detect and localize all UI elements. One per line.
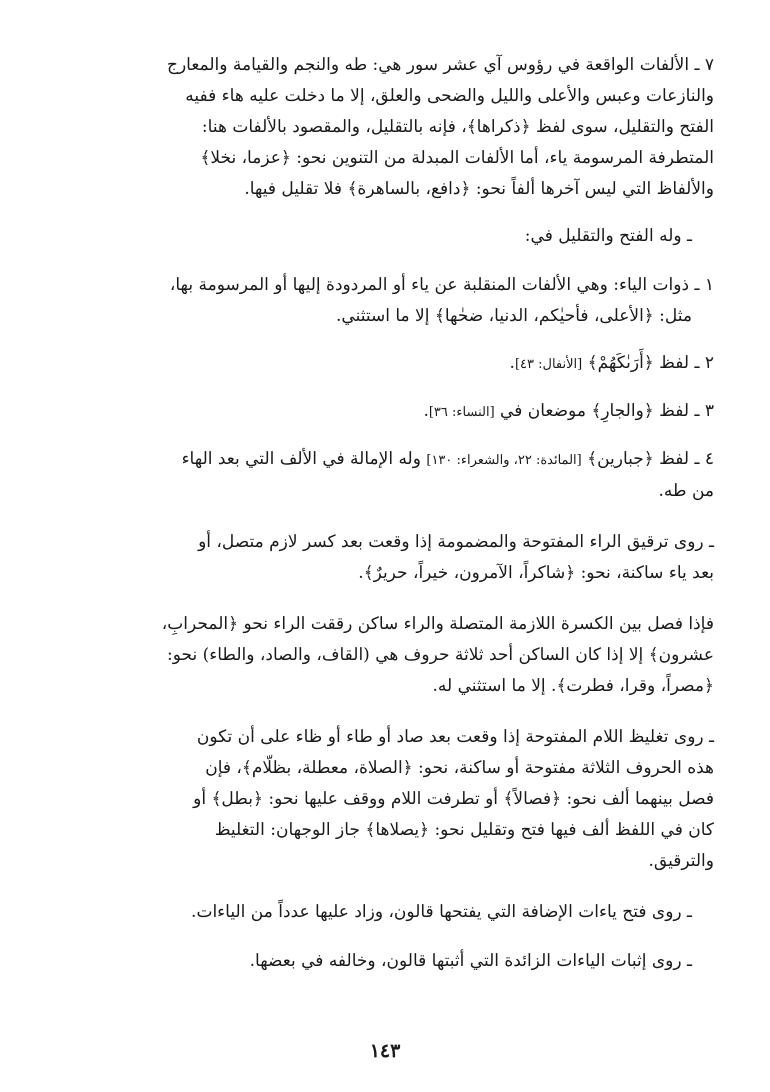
quran-reference: [المائدة: ٢٢، والشعراء: ١٣٠] <box>426 453 582 468</box>
text-line: هذه الحروف الثلاثة مفتوحة أو ساكنة، نحو: ﴿الصلاة، معطلة، بظلّام﴾، فإن <box>205 758 714 778</box>
paragraph-alif-ten-surahs <box>74 50 714 205</box>
text-line: مثل: ﴿الأعلى، فأحيٰكم، الدنيا، ضحٰها﴾ إلا ما استثني. <box>336 306 692 326</box>
paragraph-item-3 <box>74 396 714 428</box>
text-line: المتطرفة المرسومة ياء، أما الألفات المبدلة من التنوين نحو: ﴿عزما، نخلا﴾ <box>200 148 714 168</box>
paragraph-fath-taqlil-intro <box>74 221 714 252</box>
text-line: كان في اللفظ ألف فيها فتح وتقليل نحو: ﴿يصلاها﴾ جاز الوجهان: التغليظ <box>214 820 714 840</box>
text-line: فصل بينهما ألف نحو: ﴿فصالاً﴾ أو تطرفت اللام ووقف عليها نحو: ﴿بطل﴾ أو <box>193 789 714 809</box>
paragraph-ya-idafa <box>74 897 714 928</box>
page-body <box>74 50 714 977</box>
text-line: ١ ـ ذوات الياء: وهي الألفات المنقلبة عن ياء أو المردودة إليها أو المرسومة بها، <box>169 275 714 295</box>
paragraph-item-1-dhawat-al-ya <box>74 270 714 332</box>
text-run: . <box>509 353 515 373</box>
page-number: ١٤٣ <box>369 1040 401 1062</box>
text-line: فإذا فصل بين الكسرة اللازمة المتصلة والراء ساكن رققت الراء نحو ﴿المحرابِ، <box>161 614 714 634</box>
text-line: والألفاظ التي ليس آخرها ألفاً نحو: ﴿دافع، بالساهرة﴾ فلا تقليل فيها. <box>244 179 714 199</box>
text-line: ـ روى فتح ياءات الإضافة التي يفتحها قالون، وزاد عليها عدداً من الياءات. <box>191 902 692 922</box>
text-run: وله الإمالة في الألف التي بعد الهاء <box>181 449 427 469</box>
text-line: والترقيق. <box>648 851 714 871</box>
text-line: والنازعات وعبس والأعلى والليل والضحى والعلق، إلا ما دخلت عليه هاء ففيه <box>185 86 714 106</box>
quran-reference: [الأنفال: ٤٣] <box>514 357 583 372</box>
text-line: ـ وله الفتح والتقليل في: <box>524 226 692 246</box>
text-line: بعد ياء ساكنة، نحو: ﴿شاكراً، الآمرون، خيراً، حريرٌ﴾. <box>358 563 714 583</box>
text-line: ٧ ـ الألفات الواقعة في رؤوس آي عشر سور هي: طه والنجم والقيامة والمعارج <box>166 55 714 75</box>
text-run: ٣ ـ لفظ ﴿والجارِ﴾ موضعان في <box>494 401 714 421</box>
text-run: . <box>423 401 429 421</box>
paragraph-tarqiq-ra <box>74 527 714 589</box>
text-line: ـ روى تغليظ اللام المفتوحة إذا وقعت بعد صاد أو طاء أو ظاء على أن تكون <box>196 727 714 747</box>
quran-reference: [النساء: ٣٦] <box>428 405 495 420</box>
text-line: ـ روى ترقيق الراء المفتوحة والمضمومة إذا وقعت بعد كسر لازم متصل، أو <box>198 532 714 552</box>
paragraph-item-2 <box>74 348 714 380</box>
text-line: من طه. <box>658 481 714 501</box>
text-run: ٤ ـ لفظ ﴿جبارين﴾ <box>581 449 714 469</box>
paragraph-kasra-separation <box>74 609 714 702</box>
text-line: ﴿مصراً، وقرا، فطرت﴾. إلا ما استثني له. <box>432 676 714 696</box>
text-line: ـ روى إثبات الياءات الزائدة التي أثبتها قالون، وخالفه في بعضها. <box>249 951 692 971</box>
paragraph-item-4 <box>74 444 714 507</box>
paragraph-taghliz-lam <box>74 722 714 877</box>
paragraph-ya-zaida <box>74 946 714 977</box>
text-line: الفتح والتقليل، سوى لفظ ﴿ذكراها﴾، فإنه بالتقليل، والمقصود بالألفات هنا: <box>201 117 714 137</box>
text-run: ٢ ـ لفظ ﴿أَرَىٰكَهُمْ﴾ <box>582 353 714 373</box>
text-line: عشرون﴾ إلا إذا كان الساكن أحد ثلاثة حروف هي (القاف، والصاد، والطاء) نحو: <box>167 645 714 665</box>
